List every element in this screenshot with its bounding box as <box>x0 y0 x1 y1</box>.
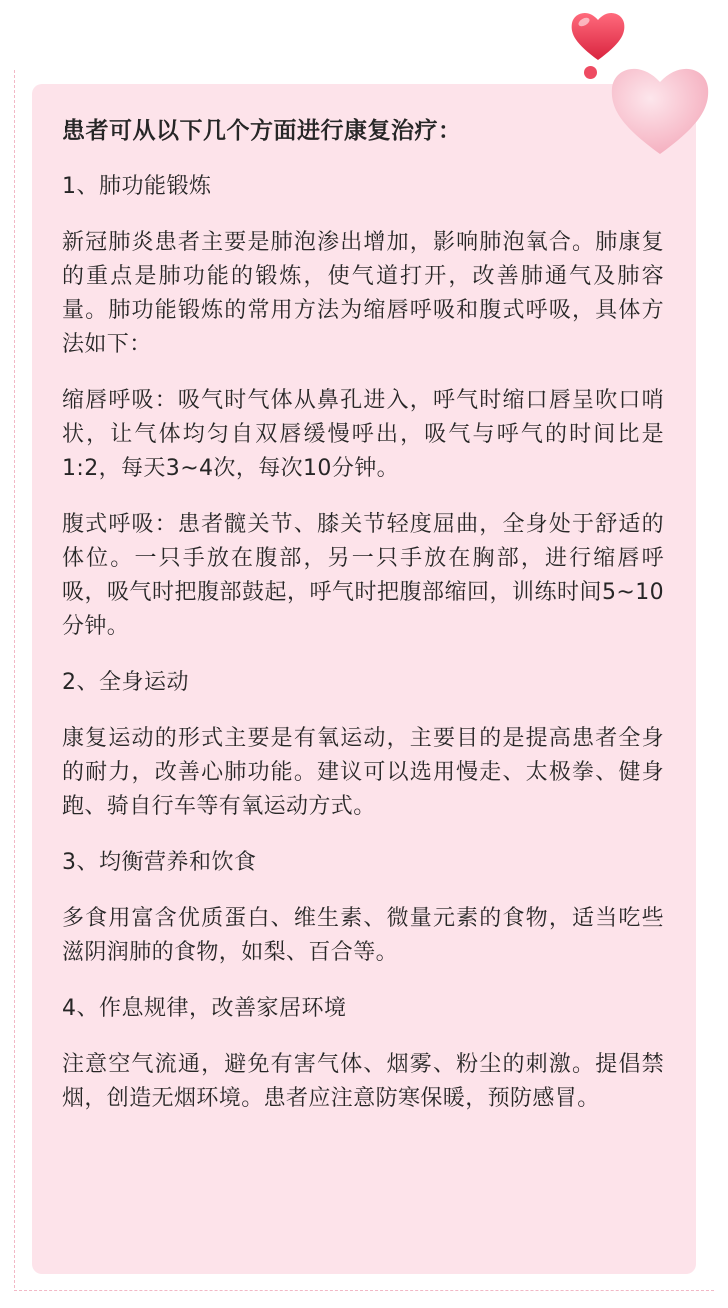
section-title-whole-body-exercise: 2、全身运动 <box>62 670 189 695</box>
paragraph: 康复运动的形式主要是有氧运动，主要目的是提高患者全身的耐力，改善心肺功能。建议可以选用慢走、太极拳、健身跑、骑自行车等有氧运动方式。 <box>62 726 664 819</box>
paragraph: 新冠肺炎患者主要是肺泡渗出增加，影响肺泡氧合。肺康复的重点是肺功能的锻炼，使气道打开，改善肺通气及肺容量。肺功能锻炼的常用方法为缩唇呼吸和腹式呼吸，具体方法如下： <box>62 230 664 357</box>
decorative-dashed-border-left <box>14 70 15 1288</box>
section-title-nutrition: 3、均衡营养和饮食 <box>62 850 257 875</box>
paragraph: 注意空气流通，避免有害气体、烟雾、粉尘的刺激。提倡禁烟，创造无烟环境。患者应注意防寒保暖，预防感冒。 <box>62 1052 664 1111</box>
decorative-dashed-border-bottom <box>14 1290 714 1291</box>
heart-icon <box>568 8 628 64</box>
paragraph: 多食用富含优质蛋白、维生素、微量元素的食物，适当吃些滋阴润肺的食物，如梨、百合等。 <box>62 906 664 965</box>
article-card <box>32 84 696 1274</box>
section-title-routine-environment: 4、作息规律，改善家居环境 <box>62 996 347 1021</box>
decorative-dot <box>584 66 597 79</box>
heart-icon <box>606 58 714 158</box>
paragraph-abdominal-breathing: 腹式呼吸：患者髋关节、膝关节轻度屈曲，全身处于舒适的体位。一只手放在腹部，另一只手放在胸部，进行缩唇呼吸，吸气时把腹部鼓起，呼气时把腹部缩回，训练时间5~10分钟。 <box>62 512 664 639</box>
section-title-lung-exercise: 1、肺功能锻炼 <box>62 174 212 199</box>
paragraph-pursed-lip-breathing: 缩唇呼吸：吸气时气体从鼻孔进入，呼气时缩口唇呈吹口哨状，让气体均匀自双唇缓慢呼出，吸气与呼气的时间比是1:2，每天3~4次，每次10分钟。 <box>62 388 664 481</box>
article-heading: 患者可从以下几个方面进行康复治疗： <box>62 118 462 144</box>
